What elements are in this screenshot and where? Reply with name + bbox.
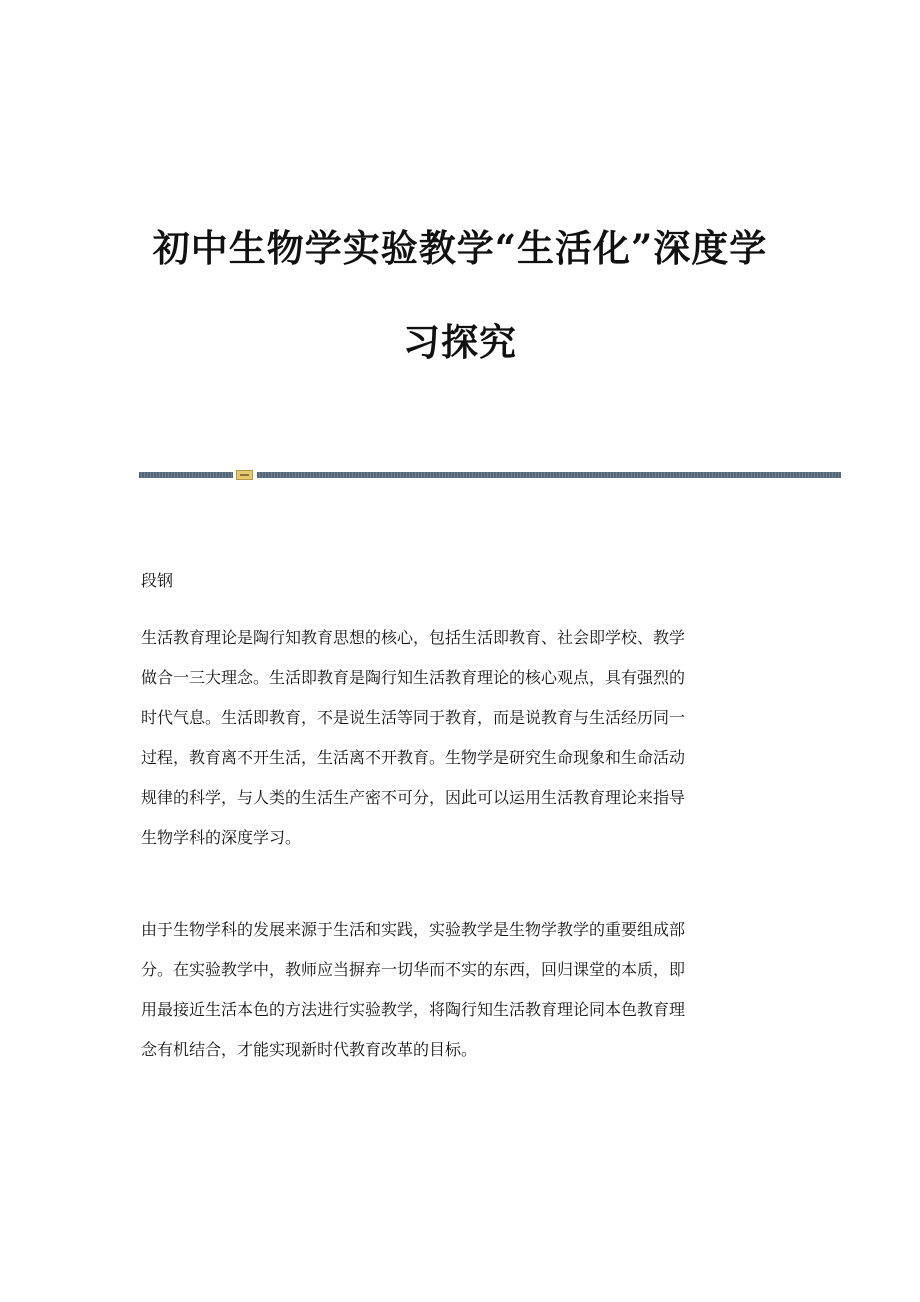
author-name: 段钢 [141,571,174,590]
paragraph-line: 由于生物学科的发展来源于生活和实践，实验教学是生物学教学的重要组成部 [141,920,686,939]
paragraph-line: 规律的科学，与人类的生活生产密不可分，因此可以运用生活教育理论来指导 [141,788,686,807]
paragraph-2 [141,910,773,1070]
paragraph-1 [141,618,773,858]
paragraph-line: 分。在实验教学中，教师应当摒弃一切华而不实的东西，回归课堂的本质，即 [141,960,686,979]
divider-ornament-icon [236,470,253,480]
paragraph-line: 生活教育理论是陶行知教育思想的核心，包括生活即教育、社会即学校、教学 [141,628,686,647]
divider-bar-right [257,472,841,478]
title-line-2: 习探究 [403,320,517,364]
divider-bar-left [139,472,233,478]
section-divider [139,470,841,480]
paragraph-line: 做合一三大理念。生活即教育是陶行知生活教育理论的核心观点，具有强烈的 [141,668,686,687]
title-line-1: 初中生物学实验教学“生活化”深度学 [152,226,768,270]
paragraph-line: 过程，教育离不开生活，生活离不开教育。生物学是研究生命现象和生命活动 [141,748,686,767]
paragraph-line: 时代气息。生活即教育，不是说生活等同于教育，而是说教育与生活经历同一 [141,708,686,727]
paragraph-line: 生物学科的深度学习。 [141,828,302,847]
paragraph-line: 念有机结合，才能实现新时代教育改革的目标。 [141,1040,478,1059]
paragraph-line: 用最接近生活本色的方法进行实验教学，将陶行知生活教育理论同本色教育理 [141,1000,686,1019]
